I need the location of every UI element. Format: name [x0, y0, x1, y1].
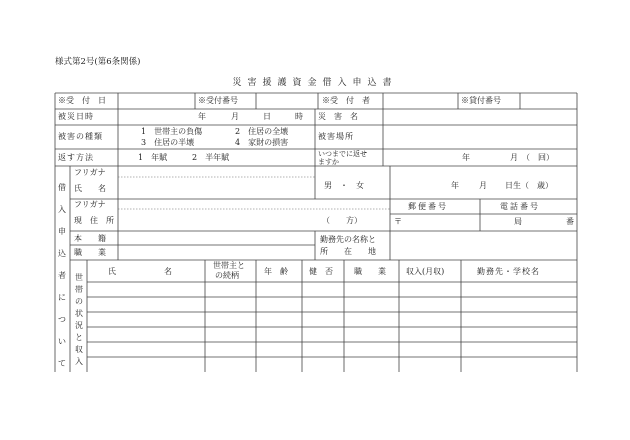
- repay-option-semiannual: 2 半年賦: [192, 153, 230, 162]
- damage-option-1: 1 世帯主の負傷: [141, 127, 203, 136]
- loan-number-label: ※貸付番号: [461, 96, 501, 105]
- address-label: 現 住 所: [74, 216, 114, 225]
- repay-by-month-count: 月 （ 回）: [510, 153, 554, 162]
- household-side-char: 帯: [75, 285, 83, 294]
- furigana-label-address: フリガナ: [74, 200, 106, 209]
- form-title: 災害援護資金借入申込書: [232, 78, 398, 88]
- repay-by-label-line1: いつまでに返せ: [318, 150, 367, 158]
- receipt-number-label: ※受付番号: [198, 96, 238, 105]
- applicant-side-char: 入: [58, 205, 66, 214]
- household-header-age: 年 齢: [264, 267, 288, 276]
- applicant-side-char: て: [58, 359, 66, 368]
- repay-by-label-line2: ますか: [318, 158, 339, 166]
- household-side-char: の: [75, 297, 83, 306]
- phone-number-suffix: 番: [566, 217, 574, 226]
- workplace-label-line1: 勤務先の名称と: [320, 235, 376, 244]
- disaster-date-day: 日: [263, 112, 271, 121]
- phone-label: 電話番号: [500, 202, 540, 211]
- damage-option-4: 4 家財の損害: [235, 138, 289, 147]
- household-header-name: 氏 名: [108, 267, 172, 276]
- household-side-char: 状: [75, 309, 83, 318]
- address-area-paren: （ 方）: [322, 216, 362, 225]
- workplace-label-line2: 所 在 地: [320, 247, 376, 256]
- damage-option-2: 2 住居の全壊: [235, 127, 289, 136]
- name-label: 氏 名: [74, 184, 106, 193]
- damage-type-label: 被害の種類: [58, 132, 103, 141]
- damage-option-3: 3 住居の半壊: [141, 138, 195, 147]
- dob-month: 月: [479, 181, 487, 190]
- dob-year: 年: [451, 181, 459, 190]
- disaster-name-label: 災 害 名: [318, 112, 358, 121]
- receiver-label: ※受 付 者: [322, 96, 370, 105]
- repay-option-annual: 1 年賦: [138, 153, 168, 162]
- dob-day-age: 日生（ 歳）: [505, 181, 553, 190]
- occupation-label: 職 業: [74, 248, 106, 257]
- household-side-char: 世: [75, 273, 83, 282]
- postal-code-label: 郵便番号: [408, 202, 448, 211]
- applicant-side-char: に: [58, 293, 66, 302]
- applicant-side-char: 込: [58, 249, 66, 258]
- repay-by-year: 年: [462, 153, 470, 162]
- disaster-date-hour: 時: [295, 112, 303, 121]
- disaster-date-year: 年: [198, 112, 206, 121]
- postal-mark: 〒: [394, 217, 402, 226]
- applicant-side-char: い: [58, 337, 66, 346]
- household-header-work-school: 勤務先・学校名: [477, 267, 540, 276]
- applicant-side-char: つ: [58, 315, 66, 324]
- gender-selector: 男 ・ 女: [324, 181, 364, 190]
- phone-exchange: 局: [514, 217, 522, 226]
- receipt-date-label: ※受 付 日: [58, 96, 106, 105]
- household-header-income: 収入(月収): [406, 267, 445, 276]
- household-side-char: 入: [75, 357, 83, 366]
- furigana-label-name: フリガナ: [74, 168, 106, 177]
- household-side-char: と: [75, 333, 83, 342]
- household-header-health: 健 否: [309, 267, 333, 276]
- repay-method-label: 返す方法: [58, 153, 94, 162]
- disaster-date-month: 月: [231, 112, 239, 121]
- household-header-relation-line2: の続柄: [215, 271, 239, 280]
- household-side-char: 収: [75, 345, 83, 354]
- household-side-char: 況: [75, 321, 83, 330]
- household-header-job: 職 業: [354, 267, 386, 276]
- damage-place-label: 被害場所: [318, 132, 354, 141]
- applicant-side-char: 者: [58, 271, 66, 280]
- applicant-side-char: 借: [58, 183, 66, 192]
- form-number: 様式第2号(第6条関係): [55, 57, 141, 67]
- household-header-relation-line1: 世帯主と: [213, 261, 245, 270]
- applicant-side-char: 申: [58, 227, 66, 236]
- disaster-date-label: 被災日時: [58, 112, 94, 121]
- domicile-label: 本 籍: [74, 234, 106, 243]
